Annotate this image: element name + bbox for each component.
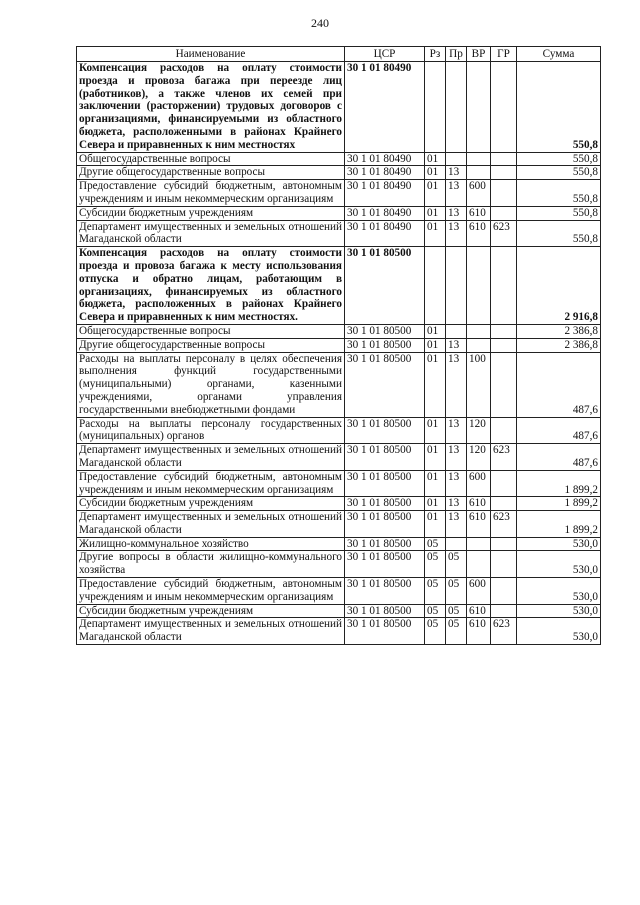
gr-cell [491,324,517,338]
name-cell: Другие общегосударственные вопросы [77,338,345,352]
csr-cell: 30 1 01 80500 [345,511,425,538]
pr-cell: 13 [446,470,467,497]
gr-cell [491,537,517,551]
csr-cell: 30 1 01 80500 [345,324,425,338]
gr-cell [491,206,517,220]
rz-cell: 05 [425,551,446,578]
rz-cell: 05 [425,604,446,618]
csr-cell: 30 1 01 80490 [345,206,425,220]
table-row [77,470,601,497]
csr-cell: 30 1 01 80500 [345,537,425,551]
header-name: Наименование [77,47,345,62]
gr-cell [491,551,517,578]
pr-cell: 13 [446,511,467,538]
name-cell: Департамент имущественных и земельных отношений Магаданской области [77,511,345,538]
vr-cell [467,152,491,166]
gr-cell: 623 [491,444,517,471]
vr-cell: 100 [467,352,491,417]
rz-cell: 01 [425,417,446,444]
pr-cell: 13 [446,417,467,444]
rz-cell [425,247,446,325]
csr-cell: 30 1 01 80500 [345,470,425,497]
sum-cell: 487,6 [517,352,601,417]
sum-cell: 550,8 [517,62,601,153]
sum-cell: 550,8 [517,180,601,207]
rz-cell: 05 [425,537,446,551]
vr-cell [467,166,491,180]
table-row [77,166,601,180]
header-vr: ВР [467,47,491,62]
gr-cell [491,247,517,325]
csr-cell: 30 1 01 80500 [345,417,425,444]
pr-cell: 05 [446,618,467,645]
sum-cell: 1 899,2 [517,511,601,538]
sum-cell: 2 916,8 [517,247,601,325]
csr-cell: 30 1 01 80500 [345,578,425,605]
rz-cell: 01 [425,444,446,471]
rz-cell: 01 [425,152,446,166]
name-cell: Общегосударственные вопросы [77,152,345,166]
pr-cell [446,247,467,325]
name-cell: Компенсация расходов на оплату стоимости проезда и провоза багажа к месту использования отпуска и обратно лицам, работающим в организациях, финансируемых из областного бюджета, расположенных в районах Крайнего Севера и приравненных к ним местностях. [77,247,345,325]
pr-cell [446,62,467,153]
table-row [77,220,601,247]
table-row [77,604,601,618]
rz-cell: 01 [425,352,446,417]
pr-cell: 13 [446,444,467,471]
table-row [77,618,601,645]
gr-cell [491,578,517,605]
sum-cell: 530,0 [517,537,601,551]
page-number: 240 [311,16,329,30]
sum-cell: 550,8 [517,220,601,247]
header-csr: ЦСР [345,47,425,62]
name-cell: Субсидии бюджетным учреждениям [77,206,345,220]
rz-cell [425,62,446,153]
table-row [77,444,601,471]
csr-cell: 30 1 01 80500 [345,444,425,471]
rz-cell: 01 [425,338,446,352]
vr-cell [467,537,491,551]
gr-cell [491,166,517,180]
gr-cell [491,604,517,618]
sum-cell: 2 386,8 [517,324,601,338]
csr-cell: 30 1 01 80490 [345,180,425,207]
gr-cell [491,497,517,511]
csr-cell: 30 1 01 80500 [345,618,425,645]
pr-cell: 13 [446,180,467,207]
csr-cell: 30 1 01 80500 [345,247,425,325]
table-row [77,324,601,338]
budget-table [76,46,601,645]
table-row [77,578,601,605]
vr-cell: 610 [467,618,491,645]
header-rz: Рз [425,47,446,62]
pr-cell: 05 [446,578,467,605]
rz-cell: 01 [425,180,446,207]
sum-cell: 487,6 [517,417,601,444]
rz-cell: 01 [425,206,446,220]
header-sum: Сумма [517,47,601,62]
pr-cell [446,324,467,338]
csr-cell: 30 1 01 80490 [345,166,425,180]
pr-cell: 05 [446,604,467,618]
csr-cell: 30 1 01 80490 [345,62,425,153]
name-cell: Расходы на выплаты персоналу в целях обеспечения выполнения функций государственными (муниципальными) органами, казенными учреждениями, органами управления государственными внебюджетными фондами [77,352,345,417]
rz-cell: 01 [425,470,446,497]
name-cell: Субсидии бюджетным учреждениям [77,497,345,511]
name-cell: Предоставление субсидий бюджетным, автономным учреждениям и иным некоммерческим организациям [77,470,345,497]
gr-cell [491,352,517,417]
sum-cell: 530,0 [517,578,601,605]
vr-cell [467,62,491,153]
table-row [77,511,601,538]
table-header-row [77,47,601,62]
name-cell: Другие общегосударственные вопросы [77,166,345,180]
gr-cell [491,338,517,352]
table-row [77,497,601,511]
rz-cell: 01 [425,166,446,180]
vr-cell [467,338,491,352]
gr-cell: 623 [491,618,517,645]
csr-cell: 30 1 01 80500 [345,338,425,352]
table-row [77,352,601,417]
vr-cell: 120 [467,444,491,471]
header-gr: ГР [491,47,517,62]
sum-cell: 2 386,8 [517,338,601,352]
name-cell: Общегосударственные вопросы [77,324,345,338]
sum-cell: 550,8 [517,152,601,166]
rz-cell: 01 [425,511,446,538]
pr-cell [446,152,467,166]
name-cell: Расходы на выплаты персоналу государственных (муниципальных) органов [77,417,345,444]
header-pr: Пр [446,47,467,62]
pr-cell [446,537,467,551]
vr-cell [467,324,491,338]
name-cell: Жилищно-коммунальное хозяйство [77,537,345,551]
gr-cell [491,470,517,497]
gr-cell [491,180,517,207]
vr-cell: 610 [467,220,491,247]
name-cell: Департамент имущественных и земельных отношений Магаданской области [77,220,345,247]
vr-cell: 610 [467,206,491,220]
table-row [77,417,601,444]
sum-cell: 530,0 [517,618,601,645]
name-cell: Компенсация расходов на оплату стоимости проезда и провоза багажа при переезде лиц (работников), а также членов их семей при заключении (расторжении) трудовых договоров с организациями, финансируемыми из областного бюджета, расположенными в районах Крайнего Севера и приравненных к ним местностях [77,62,345,153]
csr-cell: 30 1 01 80490 [345,152,425,166]
gr-cell: 623 [491,511,517,538]
table-row [77,338,601,352]
rz-cell: 01 [425,497,446,511]
pr-cell: 13 [446,338,467,352]
csr-cell: 30 1 01 80500 [345,604,425,618]
sum-cell: 550,8 [517,166,601,180]
rz-cell: 05 [425,578,446,605]
sum-cell: 1 899,2 [517,497,601,511]
vr-cell: 610 [467,604,491,618]
vr-cell: 600 [467,470,491,497]
pr-cell: 13 [446,166,467,180]
name-cell: Другие вопросы в области жилищно-коммунального хозяйства [77,551,345,578]
csr-cell: 30 1 01 80500 [345,497,425,511]
csr-cell: 30 1 01 80490 [345,220,425,247]
table-row [77,537,601,551]
name-cell: Департамент имущественных и земельных отношений Магаданской области [77,444,345,471]
sum-cell: 550,8 [517,206,601,220]
csr-cell: 30 1 01 80500 [345,551,425,578]
table-row [77,180,601,207]
pr-cell: 13 [446,497,467,511]
sum-cell: 530,0 [517,551,601,578]
gr-cell [491,62,517,153]
table-row [77,206,601,220]
table-row [77,247,601,325]
sum-cell: 530,0 [517,604,601,618]
name-cell: Предоставление субсидий бюджетным, автономным учреждениям и иным некоммерческим организациям [77,578,345,605]
sum-cell: 1 899,2 [517,470,601,497]
rz-cell: 01 [425,220,446,247]
vr-cell: 600 [467,578,491,605]
vr-cell: 600 [467,180,491,207]
sum-cell: 487,6 [517,444,601,471]
gr-cell [491,417,517,444]
vr-cell [467,551,491,578]
rz-cell: 01 [425,324,446,338]
vr-cell: 610 [467,497,491,511]
gr-cell [491,152,517,166]
csr-cell: 30 1 01 80500 [345,352,425,417]
pr-cell: 13 [446,352,467,417]
name-cell: Предоставление субсидий бюджетным, автономным учреждениям и иным некоммерческим организациям [77,180,345,207]
table-row [77,152,601,166]
table-row [77,551,601,578]
gr-cell: 623 [491,220,517,247]
rz-cell: 05 [425,618,446,645]
vr-cell [467,247,491,325]
table-row [77,62,601,153]
vr-cell: 120 [467,417,491,444]
pr-cell: 05 [446,551,467,578]
name-cell: Субсидии бюджетным учреждениям [77,604,345,618]
name-cell: Департамент имущественных и земельных отношений Магаданской области [77,618,345,645]
pr-cell: 13 [446,220,467,247]
pr-cell: 13 [446,206,467,220]
vr-cell: 610 [467,511,491,538]
